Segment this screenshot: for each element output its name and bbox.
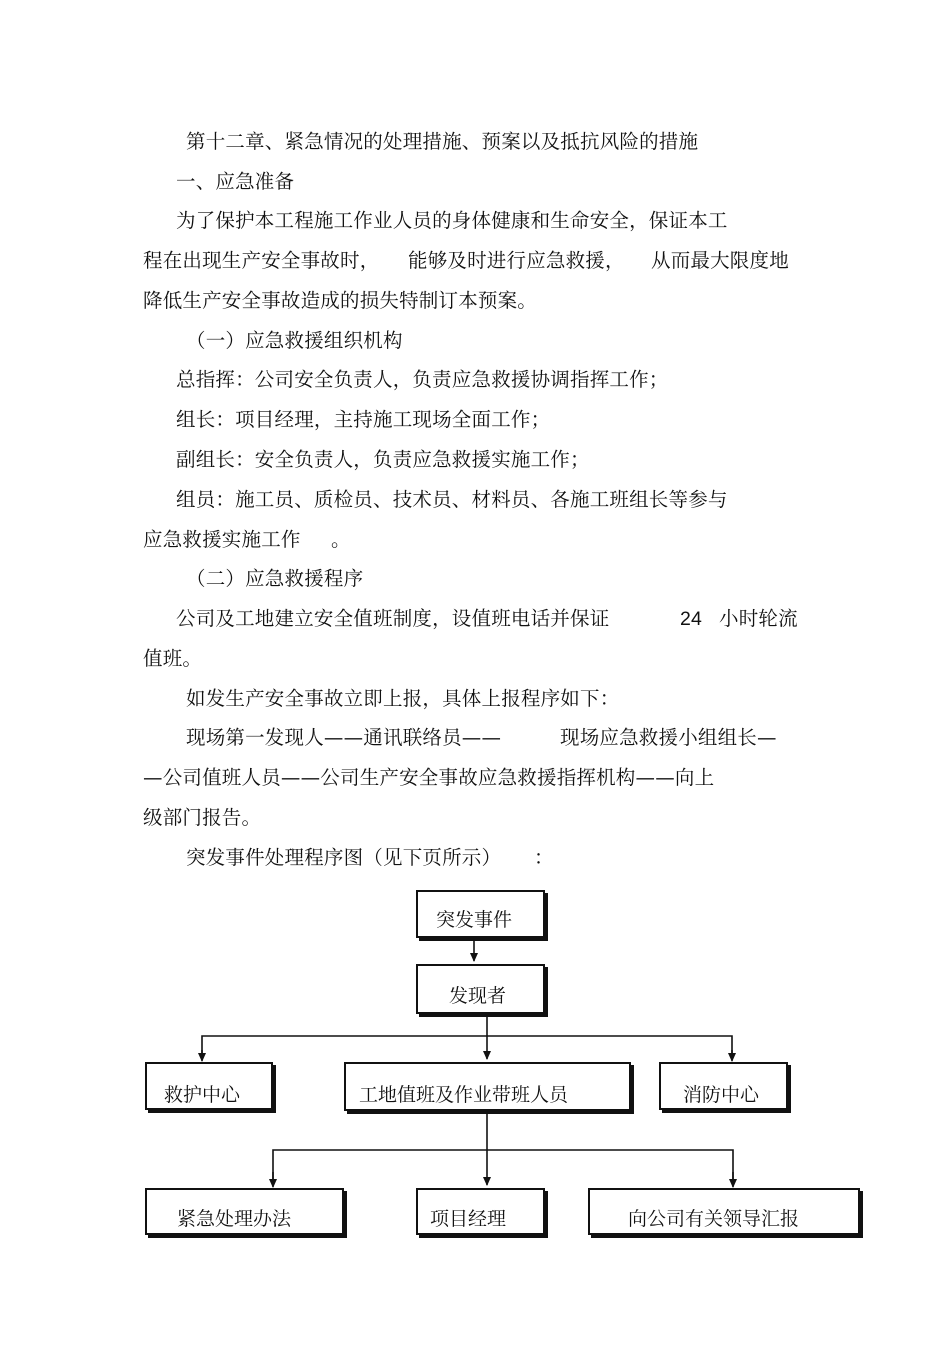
flow-box-label: 突发事件 — [436, 909, 513, 931]
flow-box-project-manager — [416, 1188, 545, 1235]
role-line: 组员：施工员、质检员、技术员、材料员、各施工班组长等参与 — [176, 488, 728, 511]
flow-box-emergency-measures — [145, 1188, 344, 1235]
paragraph-line: 程在出现生产安全事故时， — [143, 249, 380, 272]
role-line-period: 。 — [331, 528, 351, 551]
flow-box-label: 工地值班及作业带班人员 — [359, 1084, 569, 1106]
role-line: 副组长：安全负责人，负责应急救援实施工作； — [176, 448, 590, 471]
branch-line-bottom — [273, 1150, 733, 1185]
role-line: 应急救援实施工作 — [143, 528, 301, 551]
flow-box-site-duty — [344, 1062, 631, 1111]
flow-box-report-leaders — [588, 1188, 860, 1235]
paragraph-line: 现场应急救援小组组长— — [560, 726, 777, 749]
flow-box-rescue-center — [145, 1062, 273, 1110]
subsection-heading-organization: （一）应急救援组织机构 — [186, 329, 403, 352]
paragraph-line: 值班。 — [143, 647, 203, 670]
paragraph-line: 降低生产安全事故造成的损失特制订本预案。 — [143, 289, 538, 312]
flow-box-discoverer — [416, 964, 545, 1014]
branch-line-top — [202, 1036, 732, 1059]
paragraph-line: 从而最大限度地 — [651, 249, 789, 272]
flow-box-label: 消防中心 — [683, 1084, 760, 1106]
section-heading-preparation: 一、应急准备 — [176, 170, 295, 193]
flow-box-label: 发现者 — [449, 985, 507, 1007]
paragraph-line: 为了保护本工程施工作业人员的身体健康和生命安全，保证本工 — [176, 209, 728, 232]
flow-box-label: 紧急处理办法 — [177, 1208, 292, 1230]
flow-box-fire-center — [659, 1062, 788, 1110]
paragraph-line: 级部门报告。 — [143, 806, 262, 829]
hours-number: 24 — [680, 608, 703, 630]
flow-box-label: 救护中心 — [164, 1084, 241, 1106]
flow-box-event — [416, 890, 545, 938]
paragraph-line: 如发生产安全事故立即上报，具体上报程序如下： — [186, 687, 620, 710]
paragraph-line: —公司值班人员——公司生产安全事故应急救援指挥机构——向上 — [143, 766, 715, 789]
paragraph-line: 能够及时进行应急救援， — [408, 249, 625, 272]
subsection-heading-procedure: （二）应急救援程序 — [186, 567, 364, 590]
role-line: 总指挥：公司安全负责人，负责应急救援协调指挥工作； — [176, 368, 669, 391]
paragraph-line: 现场第一发现人——通讯联络员—— — [186, 726, 502, 749]
role-line: 组长：项目经理，主持施工现场全面工作； — [176, 408, 551, 431]
chapter-title: 第十二章、紧急情况的处理措施、预案以及抵抗风险的措施 — [186, 130, 699, 153]
flow-box-label: 项目经理 — [430, 1208, 507, 1230]
flow-box-label: 向公司有关领导汇报 — [628, 1208, 800, 1230]
paragraph-line: 公司及工地建立安全值班制度，设值班电话并保证 — [176, 607, 610, 630]
diagram-caption: 突发事件处理程序图（见下页所示） — [186, 846, 502, 869]
diagram-caption-colon: ： — [534, 846, 554, 869]
paragraph-line: 小时轮流 — [719, 607, 798, 630]
